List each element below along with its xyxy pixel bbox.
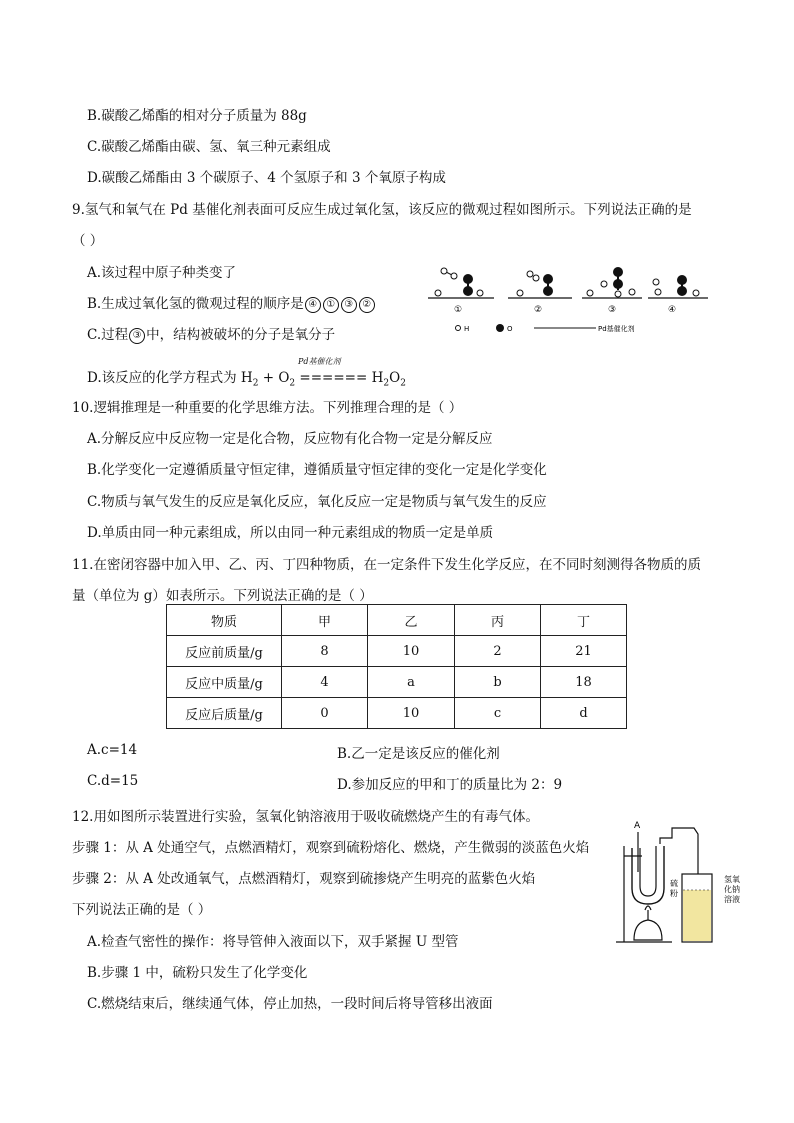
- subscript: 2: [383, 378, 390, 389]
- q8-option-b: B.碳酸乙烯酯的相对分子质量为 88g: [87, 108, 307, 124]
- eq-text: D.该反应的化学方程式为 H: [87, 370, 253, 386]
- q9-option-b: [87, 292, 376, 313]
- q12-step-1: 步骤 1：从 A 处通空气，点燃酒精灯，观察到硫粉熔化、燃烧，产生微弱的淡蓝色火焰: [72, 840, 590, 856]
- legend-surface-label: Pd基催化剂: [598, 325, 635, 333]
- step-ref: ④: [305, 297, 321, 313]
- subscript: 2: [252, 378, 259, 389]
- q11-stem: 11.在密闭容器中加入甲、乙、丙、丁四种物质，在一定条件下发生化学反应，在不同时刻测得各物质的质: [72, 557, 701, 573]
- table-cell: 0: [282, 698, 368, 729]
- q12-apparatus-figure: [612, 816, 762, 948]
- eq-text: H: [371, 370, 384, 386]
- q12-option-b: B.步骤 1 中，硫粉只发生了化学变化: [87, 965, 308, 981]
- table-header: 丁: [541, 605, 627, 636]
- eq-arrow: ======: [295, 370, 372, 386]
- table-cell: 反应后质量/g: [167, 698, 282, 729]
- table-header-row: [167, 605, 627, 636]
- naoh-label: 溶液: [724, 895, 740, 904]
- q9-option-b-text: B.生成过氧化氢的微观过程的顺序是: [87, 296, 304, 312]
- panel-2-molecules: [517, 271, 553, 296]
- q9-stem: 9.氢气和氧气在 Pd 基催化剂表面可反应生成过氧化氢，该反应的微观过程如图所示。下列说法正确的是: [72, 202, 692, 218]
- q11-option-d: D.参加反应的甲和丁的质量比为 2：9: [337, 777, 563, 793]
- panel-4-molecules: [653, 275, 699, 296]
- q12-option-a: A.检查气密性的操作：将导管伸入液面以下，双手紧握 U 型管: [87, 934, 459, 950]
- legend-h-icon: [456, 326, 461, 331]
- q9-stem-blank: （ ）: [72, 233, 104, 249]
- table-row: [167, 698, 627, 729]
- table-cell: 10: [368, 698, 455, 729]
- step-ref: ②: [359, 297, 375, 313]
- q9-option-d: [87, 366, 406, 389]
- table-cell: 2: [455, 636, 541, 667]
- table-cell: 10: [368, 636, 455, 667]
- table-row: [167, 636, 627, 667]
- sulfur-label: 硫: [670, 879, 678, 888]
- q12-stem: 12.用如图所示装置进行实验，氢氧化钠溶液用于吸收硫燃烧产生的有毒气体。: [72, 809, 539, 825]
- step-ref: ③: [341, 297, 357, 313]
- q10-option-c: C.物质与氧气发生的反应是氧化反应，氧化反应一定是物质与氧气发生的反应: [87, 494, 547, 510]
- q11-stem-cont: 量（单位为 g）如表所示。下列说法正确的是（ ）: [72, 588, 373, 604]
- q12-step-2: 步骤 2：从 A 处改通氧气，点燃酒精灯，观察到硫掺烧产生明亮的蓝紫色火焰: [72, 871, 536, 887]
- q8-option-d: D.碳酸乙烯酯由 3 个碳原子、4 个氢原子和 3 个氧原子构成: [87, 170, 446, 186]
- mass-table: [166, 604, 627, 729]
- table-cell: 4: [282, 667, 368, 698]
- q10-stem: 10.逻辑推理是一种重要的化学思维方法。下列推理合理的是（ ）: [72, 400, 463, 416]
- legend-h-label: H: [464, 325, 470, 333]
- q11-option-a: A.c=14: [87, 742, 138, 758]
- q8-option-c: C.碳酸乙烯酯由碳、氢、氧三种元素组成: [87, 139, 331, 155]
- step-label: ③: [607, 305, 617, 315]
- subscript: 2: [289, 378, 296, 389]
- q10-option-a: A.分解反应中反应物一定是化合物，反应物有化合物一定是分解反应: [87, 431, 493, 447]
- legend-o-icon: [496, 324, 504, 332]
- table-header: 甲: [282, 605, 368, 636]
- panel-1-molecules: [435, 268, 483, 296]
- q9-process-figure: [424, 264, 714, 338]
- legend-o-label: O: [507, 325, 513, 333]
- table-header: 乙: [368, 605, 455, 636]
- table-cell: 18: [541, 667, 627, 698]
- q10-option-d: D.单质由同一种元素组成，所以由同一种元素组成的物质一定是单质: [87, 525, 494, 541]
- catalyst-condition: Pd基催化剂: [298, 357, 341, 366]
- absorption-beaker: [682, 874, 712, 942]
- q9-option-c-prefix: C.过程: [87, 327, 129, 343]
- table-cell: c: [455, 698, 541, 729]
- step-label: ②: [533, 305, 543, 315]
- q12-option-c: C.燃烧结束后，继续通气体，停止加热，一段时间后将导管移出液面: [87, 996, 493, 1012]
- q10-option-b: B.化学变化一定遵循质量守恒定律，遵循质量守恒定律的变化一定是化学变化: [87, 462, 547, 478]
- step-label: ④: [667, 305, 677, 315]
- subscript: 2: [400, 378, 406, 389]
- table-cell: 反应前质量/g: [167, 636, 282, 667]
- table-row: [167, 667, 627, 698]
- table-cell: a: [368, 667, 455, 698]
- q11-option-c: C.d=15: [87, 773, 139, 789]
- step-label: ①: [453, 305, 463, 315]
- table-cell: 反应中质量/g: [167, 667, 282, 698]
- step-ref: ①: [323, 297, 339, 313]
- naoh-label: 化钠: [724, 885, 740, 894]
- eq-text: O: [389, 370, 401, 386]
- table-cell: b: [455, 667, 541, 698]
- naoh-label: 氢氧: [724, 875, 740, 884]
- q11-option-b: B.乙一定是该反应的催化剂: [337, 746, 500, 762]
- panel-3-molecules: [587, 267, 635, 297]
- table-header: 丙: [455, 605, 541, 636]
- table-cell: 21: [541, 636, 627, 667]
- q12-question: 下列说法正确的是（ ）: [72, 902, 212, 918]
- alcohol-lamp: [634, 906, 662, 940]
- q9-option-a: A.该过程中原子种类变了: [87, 265, 237, 281]
- q9-option-c-suffix: 中，结构被破坏的分子是氧分子: [146, 327, 336, 343]
- u-tube: [632, 846, 664, 904]
- table-cell: d: [541, 698, 627, 729]
- table-header: 物质: [167, 605, 282, 636]
- inlet-label-a: A: [634, 821, 641, 831]
- q9-option-c: [87, 323, 335, 344]
- table-cell: 8: [282, 636, 368, 667]
- step-ref: ③: [129, 328, 145, 344]
- eq-text: + O: [258, 370, 290, 386]
- sulfur-label: 粉: [670, 889, 678, 898]
- u-tube-inner: [640, 846, 656, 896]
